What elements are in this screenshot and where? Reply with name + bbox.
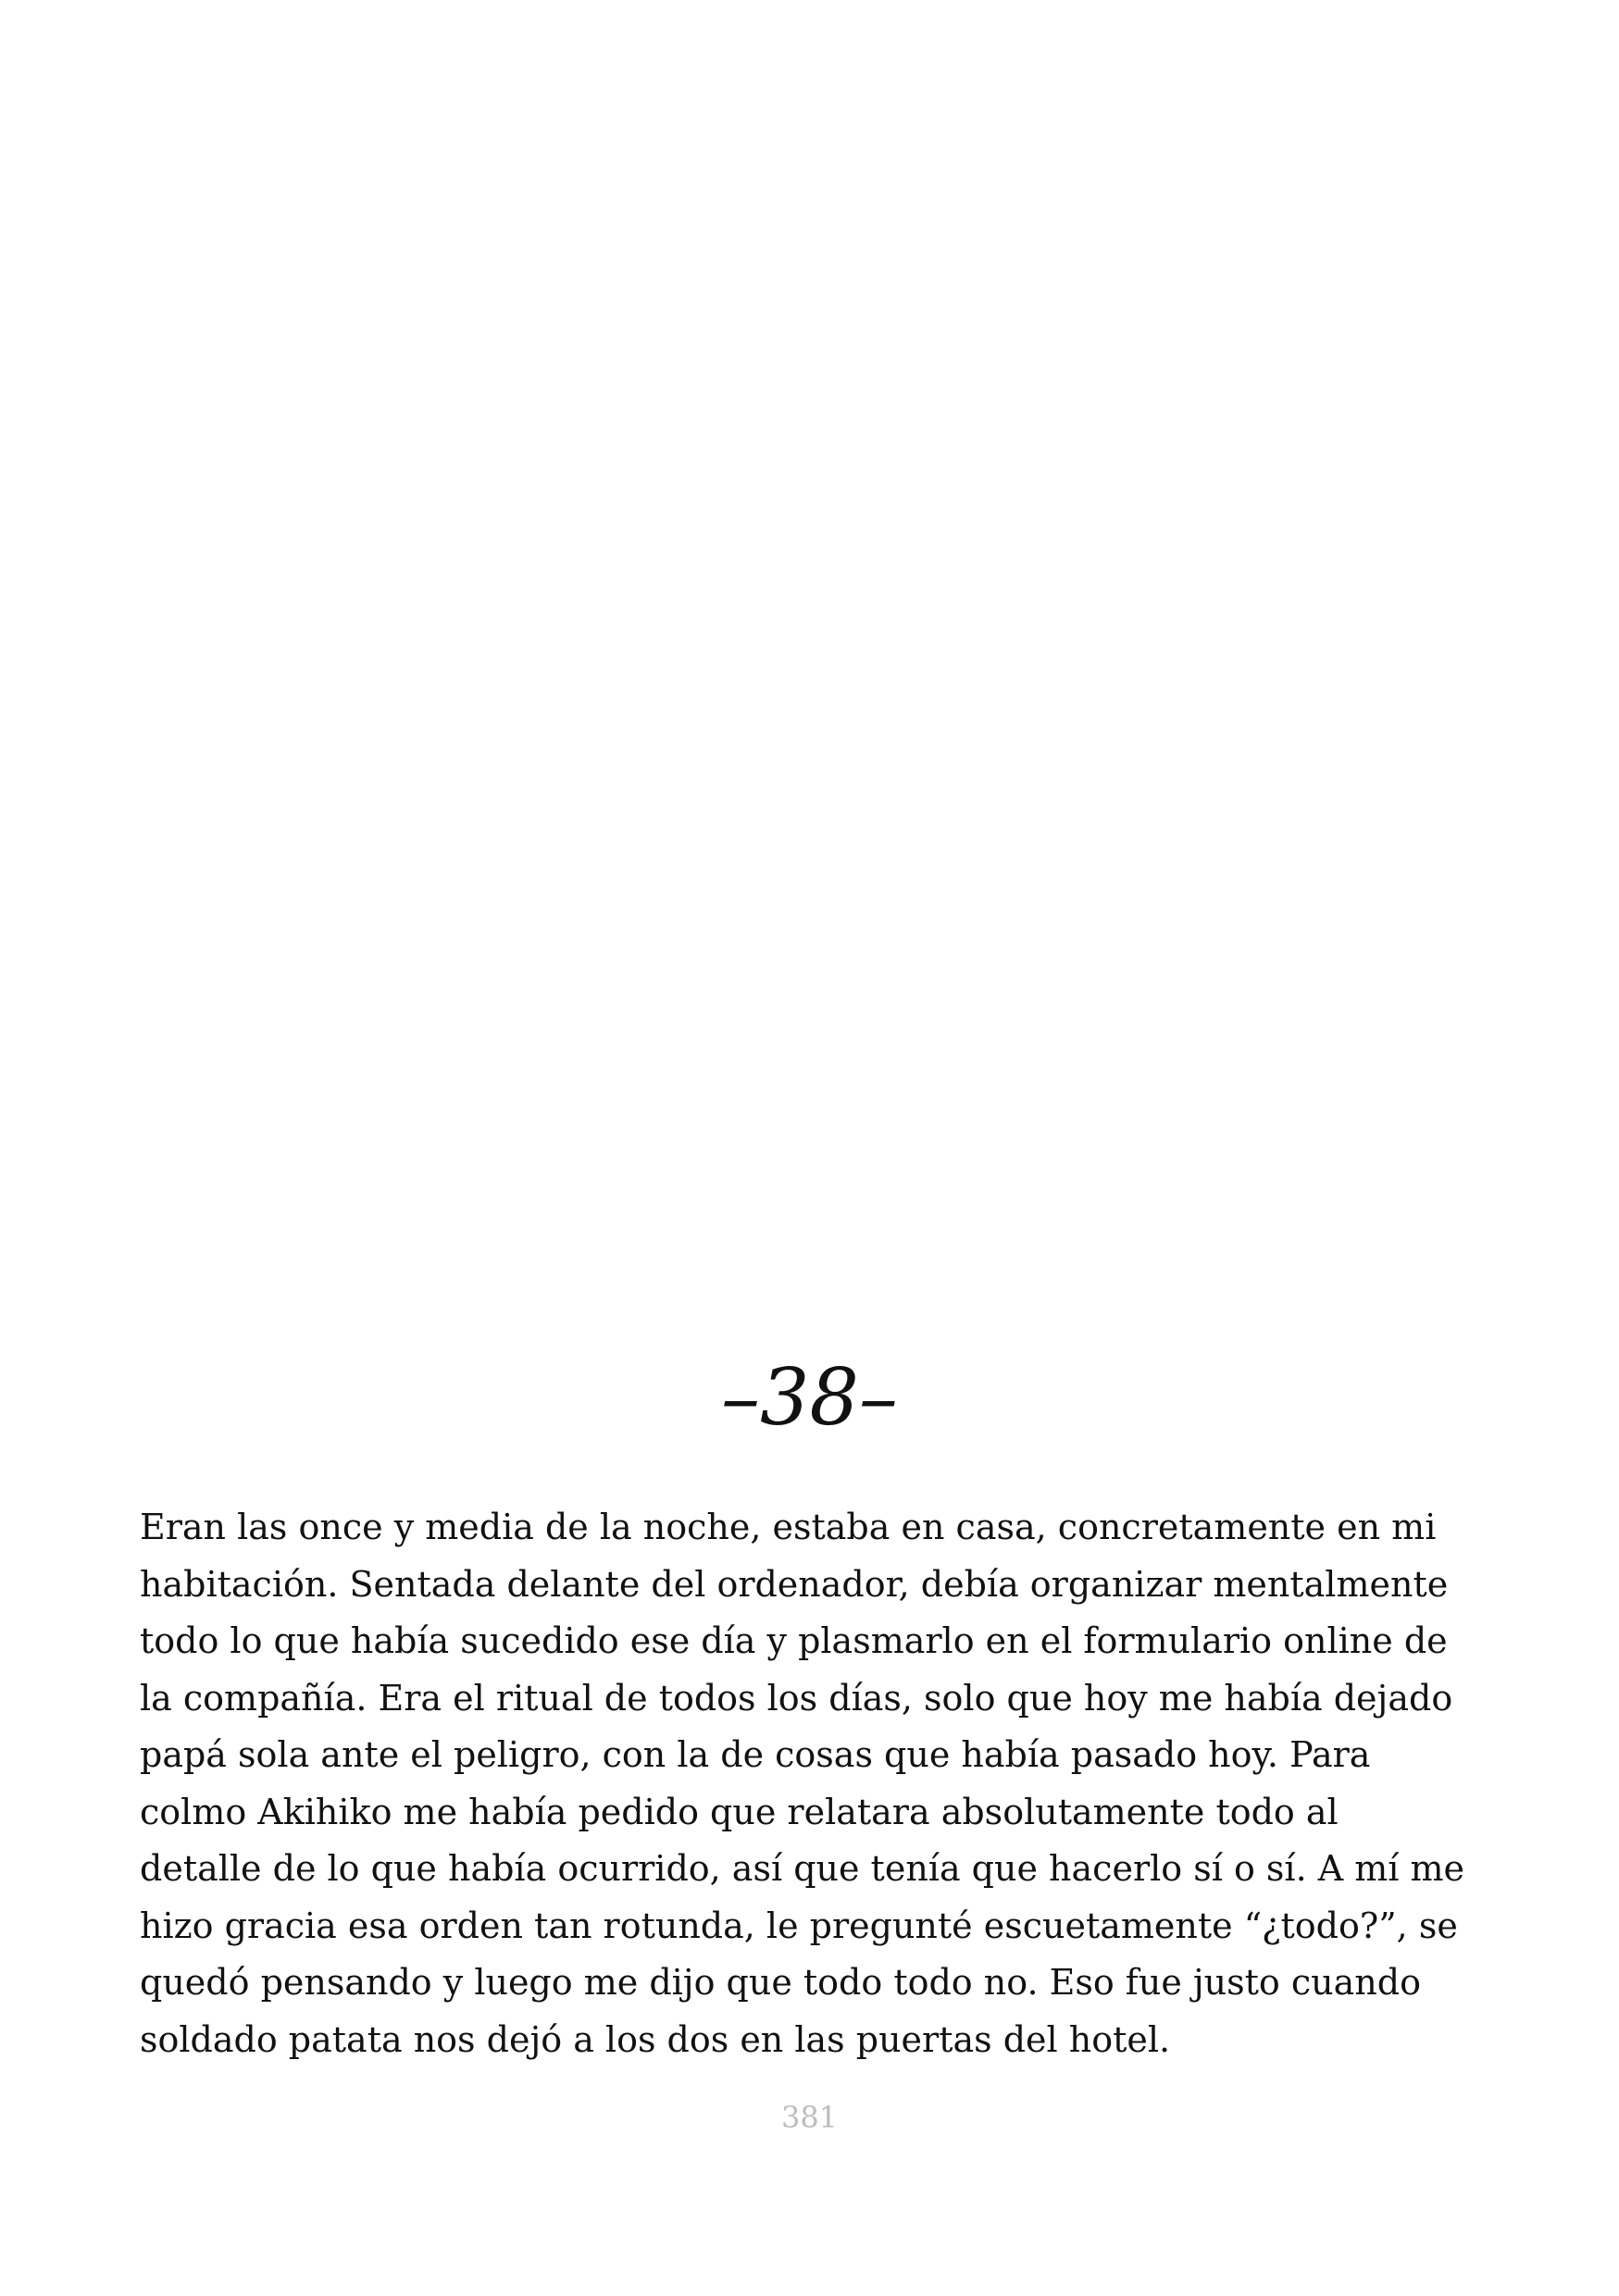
paragraph-line: todo lo que había sucedido ese día y plasmarlo en el formulario online de <box>140 1620 1448 1661</box>
paragraph-line: la compañía. Era el ritual de todos los días, solo que hoy me había dejado <box>140 1677 1453 1719</box>
chapter-heading: –38– <box>721 1352 898 1443</box>
paragraph-line: detalle de lo que había ocurrido, así que tenía que hacerlo sí o sí. A mí me <box>140 1848 1465 1889</box>
paragraph-line: soldado patata nos dejó a los dos en las puertas del hotel. <box>140 2018 1171 2060</box>
paragraph-line: habitación. Sentada delante del ordenador, debía organizar mentalmente <box>140 1563 1449 1605</box>
paragraph-line: hizo gracia esa orden tan rotunda, le pregunté escuetamente “¿todo?”, se <box>140 1905 1458 1946</box>
paragraph-line: quedó pensando y luego me dijo que todo todo no. Eso fue justo cuando <box>140 1962 1421 2003</box>
chapter-body-paragraph <box>140 1499 1482 2068</box>
paragraph-line: Eran las once y media de la noche, estaba en casa, concretamente en mi <box>140 1507 1437 1547</box>
paragraph-line: papá sola ante el peligro, con la de cosas que había pasado hoy. Para <box>140 1734 1371 1775</box>
paragraph-line: colmo Akihiko me había pedido que relatara absolutamente todo al <box>140 1791 1339 1832</box>
page-number: 381 <box>780 2100 839 2135</box>
